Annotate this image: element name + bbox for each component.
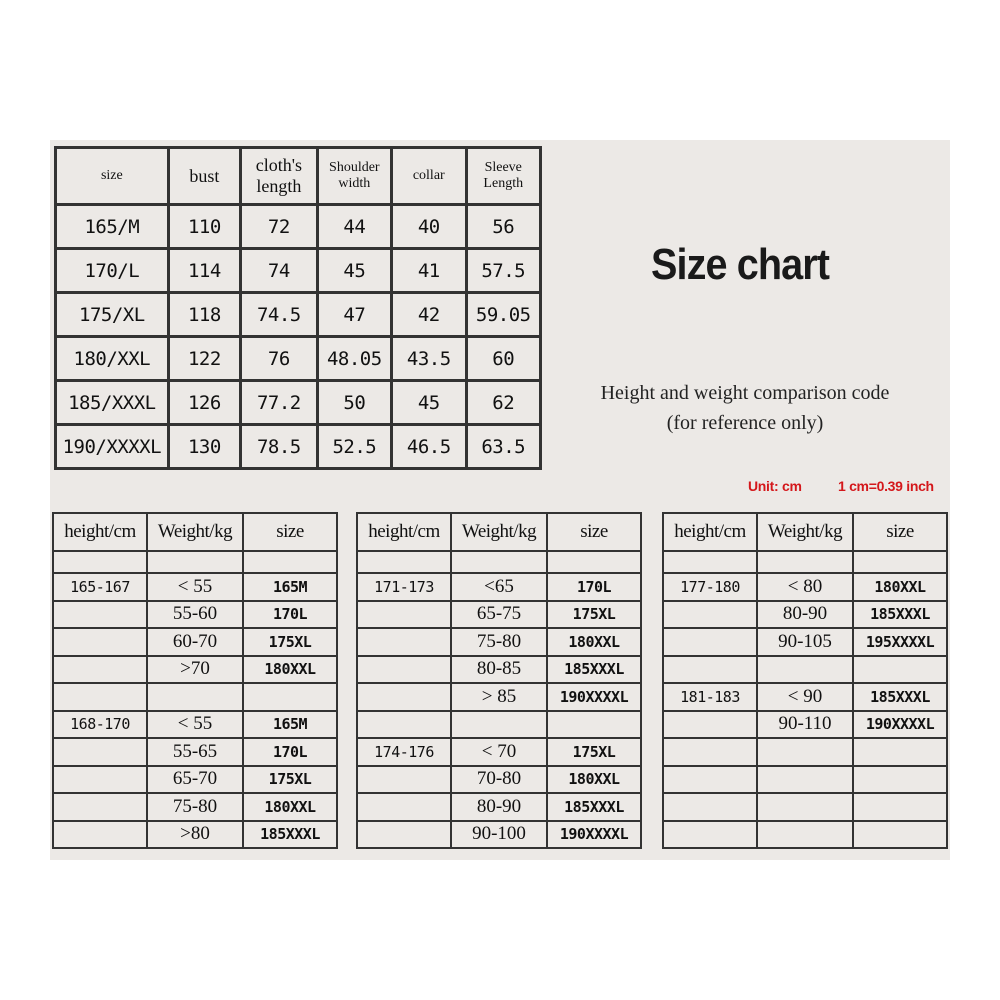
comparison-header-cell: Weight/kg: [147, 513, 243, 551]
size-table-cell: 114: [168, 249, 240, 293]
size-table-cell: 44: [317, 205, 391, 249]
comparison-cell: 170L: [243, 601, 337, 629]
comparison-cell: 190XXXXL: [853, 711, 947, 739]
comparison-cell: < 90: [757, 683, 853, 711]
comparison-cell: [357, 601, 451, 629]
comparison-table-3: [662, 512, 948, 849]
size-table-cell: 180/XXL: [56, 337, 169, 381]
comparison-cell: [663, 766, 757, 794]
comparison-cell: 174-176: [357, 738, 451, 766]
comparison-row: [357, 821, 641, 849]
subtitle-note: (for reference only): [666, 412, 824, 434]
size-table-cell: 47: [317, 293, 391, 337]
comparison-cell: [757, 821, 853, 849]
size-table-cell: 170/L: [56, 249, 169, 293]
comparison-cell: [757, 656, 853, 684]
comparison-cell: 185XXXL: [853, 601, 947, 629]
comparison-row: [663, 821, 947, 849]
size-table-cell: 76: [241, 337, 317, 381]
comparison-cell: [53, 628, 147, 656]
comparison-cell: [853, 656, 947, 684]
size-table-cell: 78.5: [241, 425, 317, 469]
size-table-header-cell: [168, 148, 240, 205]
size-table-header-cell: [56, 148, 169, 205]
size-table-header-cell: [466, 148, 541, 205]
comparison-cell: 55-60: [147, 601, 243, 629]
comparison-header-cell: size: [243, 513, 337, 551]
comparison-cell: [663, 656, 757, 684]
size-table-row: [56, 381, 541, 425]
size-table-row: [56, 337, 541, 381]
comparison-cell: 185XXXL: [243, 821, 337, 849]
comparison-cell: [357, 711, 451, 739]
size-table-header-row: [56, 148, 541, 205]
comparison-header-cell: Weight/kg: [757, 513, 853, 551]
comparison-cell: 180XXL: [853, 573, 947, 601]
comparison-cell: < 55: [147, 573, 243, 601]
header-text: size: [100, 167, 123, 183]
comparison-cell: > 85: [451, 683, 547, 711]
comparison-row: [357, 738, 641, 766]
comparison-empty-cell: [243, 551, 337, 573]
header-text: Sleeve: [484, 159, 522, 175]
size-table-row: [56, 425, 541, 469]
size-table-cell: 40: [392, 205, 466, 249]
header-text: width: [338, 176, 371, 191]
comparison-cell: 180XXL: [547, 628, 641, 656]
comparison-cell: 181-183: [663, 683, 757, 711]
size-table: [54, 146, 542, 470]
comparison-row: [663, 601, 947, 629]
comparison-empty-cell: [547, 551, 641, 573]
comparison-cell: 170L: [547, 573, 641, 601]
size-table-cell: 74: [241, 249, 317, 293]
comparison-cell: 165-167: [53, 573, 147, 601]
size-table-cell: 56: [466, 205, 541, 249]
conversion-note: 1 cm=0.39 inch: [838, 478, 934, 494]
header-text: collar: [412, 167, 445, 183]
comparison-cell: >70: [147, 656, 243, 684]
comparison-cell: 80-85: [451, 656, 547, 684]
comparison-row: [663, 711, 947, 739]
comparison-cell: [757, 793, 853, 821]
comparison-cell: [53, 656, 147, 684]
comparison-cell: [853, 821, 947, 849]
comparison-table-1: [52, 512, 338, 849]
comparison-row: [663, 573, 947, 601]
comparison-cell: 185XXXL: [853, 683, 947, 711]
comparison-cell: 180XXL: [243, 656, 337, 684]
comparison-row: [53, 766, 337, 794]
comparison-cell: <65: [451, 573, 547, 601]
size-table-cell: 62: [466, 381, 541, 425]
comparison-cell: 190XXXXL: [547, 683, 641, 711]
comparison-cell: [357, 821, 451, 849]
comparison-row: [53, 821, 337, 849]
comparison-cell: [757, 766, 853, 794]
comparison-cell: [853, 793, 947, 821]
comparison-row: [663, 766, 947, 794]
comparison-cell: 75-80: [451, 628, 547, 656]
comparison-spacer-row: [663, 551, 947, 573]
comparison-cell: [53, 683, 147, 711]
comparison-cell: 185XXXL: [547, 656, 641, 684]
page-title: Size chart: [650, 240, 830, 289]
comparison-header-cell: size: [547, 513, 641, 551]
comparison-cell: 171-173: [357, 573, 451, 601]
comparison-header-row: [663, 513, 947, 551]
comparison-cell: 90-110: [757, 711, 853, 739]
header-text: bust: [189, 165, 220, 186]
comparison-cell: 90-105: [757, 628, 853, 656]
comparison-empty-cell: [147, 551, 243, 573]
comparison-cell: [853, 738, 947, 766]
size-table-cell: 130: [168, 425, 240, 469]
size-table-cell: 185/XXXL: [56, 381, 169, 425]
comparison-row: [663, 738, 947, 766]
size-table-cell: 45: [317, 249, 391, 293]
size-table-cell: 48.05: [317, 337, 391, 381]
size-table-cell: 118: [168, 293, 240, 337]
comparison-cell: 65-70: [147, 766, 243, 794]
unit-note: Unit: cm: [748, 478, 802, 494]
comparison-row: [357, 711, 641, 739]
comparison-header-cell: height/cm: [53, 513, 147, 551]
comparison-header-cell: size: [853, 513, 947, 551]
comparison-row: [663, 683, 947, 711]
comparison-empty-cell: [663, 551, 757, 573]
comparison-row: [663, 656, 947, 684]
comparison-cell: [663, 601, 757, 629]
header-text: cloth's: [255, 155, 302, 176]
size-table-cell: 45: [392, 381, 466, 425]
comparison-header-row: [53, 513, 337, 551]
size-table-row: [56, 249, 541, 293]
comparison-cell: < 80: [757, 573, 853, 601]
comparison-empty-cell: [53, 551, 147, 573]
size-table-cell: 165/M: [56, 205, 169, 249]
comparison-row: [357, 601, 641, 629]
comparison-cell: >80: [147, 821, 243, 849]
size-table-cell: 122: [168, 337, 240, 381]
comparison-cell: [357, 766, 451, 794]
comparison-cell: < 55: [147, 711, 243, 739]
comparison-row: [357, 628, 641, 656]
comparison-spacer-row: [357, 551, 641, 573]
comparison-cell: 175XL: [547, 738, 641, 766]
size-table-cell: 59.05: [466, 293, 541, 337]
comparison-cell: [147, 683, 243, 711]
comparison-cell: [357, 628, 451, 656]
comparison-cell: 90-100: [451, 821, 547, 849]
comparison-row: [663, 793, 947, 821]
comparison-row: [53, 738, 337, 766]
comparison-table-2: [356, 512, 642, 849]
comparison-cell: 190XXXXL: [547, 821, 641, 849]
comparison-cell: 180XXL: [243, 793, 337, 821]
size-table-cell: 43.5: [392, 337, 466, 381]
comparison-cell: [53, 601, 147, 629]
size-table-cell: 52.5: [317, 425, 391, 469]
comparison-row: [357, 766, 641, 794]
header-text: Length: [483, 176, 524, 191]
comparison-cell: 175XL: [243, 766, 337, 794]
comparison-subtitle: [560, 378, 930, 438]
size-table-cell: 50: [317, 381, 391, 425]
size-table-cell: 41: [392, 249, 466, 293]
comparison-cell: 175XL: [243, 628, 337, 656]
comparison-row: [357, 656, 641, 684]
comparison-cell: [357, 683, 451, 711]
comparison-cell: 165M: [243, 573, 337, 601]
comparison-cell: 165M: [243, 711, 337, 739]
comparison-cell: 175XL: [547, 601, 641, 629]
size-table-cell: 46.5: [392, 425, 466, 469]
size-table-row: [56, 293, 541, 337]
header-text: length: [256, 176, 302, 196]
comparison-cell: [357, 793, 451, 821]
comparison-cell: 80-90: [451, 793, 547, 821]
comparison-row: [663, 628, 947, 656]
comparison-empty-cell: [757, 551, 853, 573]
comparison-cell: [853, 766, 947, 794]
comparison-cell: 70-80: [451, 766, 547, 794]
comparison-cell: [663, 793, 757, 821]
comparison-cell: [547, 711, 641, 739]
comparison-row: [53, 656, 337, 684]
comparison-row: [53, 793, 337, 821]
comparison-cell: [663, 738, 757, 766]
comparison-cell: [663, 821, 757, 849]
size-table-cell: 42: [392, 293, 466, 337]
comparison-header-cell: height/cm: [357, 513, 451, 551]
comparison-header-cell: height/cm: [663, 513, 757, 551]
comparison-header-row: [357, 513, 641, 551]
comparison-cell: [357, 656, 451, 684]
comparison-cell: < 70: [451, 738, 547, 766]
size-table-cell: 175/XL: [56, 293, 169, 337]
comparison-cell: 195XXXXL: [853, 628, 947, 656]
comparison-cell: 55-65: [147, 738, 243, 766]
comparison-empty-cell: [357, 551, 451, 573]
comparison-cell: [663, 711, 757, 739]
comparison-row: [53, 573, 337, 601]
size-table-cell: 63.5: [466, 425, 541, 469]
comparison-row: [357, 573, 641, 601]
header-text: Shoulder: [329, 159, 380, 175]
comparison-cell: [243, 683, 337, 711]
size-table-cell: 190/XXXXL: [56, 425, 169, 469]
size-table-header-cell: [392, 148, 466, 205]
size-table-cell: 57.5: [466, 249, 541, 293]
comparison-cell: 170L: [243, 738, 337, 766]
comparison-row: [53, 683, 337, 711]
comparison-cell: [53, 821, 147, 849]
comparison-cell: [53, 766, 147, 794]
size-table-cell: 126: [168, 381, 240, 425]
size-table-header-cell: [317, 148, 391, 205]
comparison-row: [357, 683, 641, 711]
comparison-cell: [451, 711, 547, 739]
size-table-header-cell: [241, 148, 317, 205]
comparison-empty-cell: [451, 551, 547, 573]
comparison-cell: 180XXL: [547, 766, 641, 794]
comparison-cell: 75-80: [147, 793, 243, 821]
comparison-row: [53, 628, 337, 656]
size-table-cell: 77.2: [241, 381, 317, 425]
comparison-spacer-row: [53, 551, 337, 573]
comparison-cell: [663, 628, 757, 656]
comparison-cell: 80-90: [757, 601, 853, 629]
comparison-cell: [757, 738, 853, 766]
subtitle-line: Height and weight comparison code: [600, 382, 890, 404]
comparison-row: [53, 711, 337, 739]
comparison-cell: [53, 793, 147, 821]
comparison-cell: 168-170: [53, 711, 147, 739]
size-table-row: [56, 205, 541, 249]
comparison-cell: 60-70: [147, 628, 243, 656]
comparison-cell: 185XXXL: [547, 793, 641, 821]
comparison-cell: 65-75: [451, 601, 547, 629]
size-table-cell: 60: [466, 337, 541, 381]
size-table-cell: 110: [168, 205, 240, 249]
comparison-empty-cell: [853, 551, 947, 573]
comparison-header-cell: Weight/kg: [451, 513, 547, 551]
comparison-row: [53, 601, 337, 629]
size-table-cell: 74.5: [241, 293, 317, 337]
comparison-cell: [53, 738, 147, 766]
comparison-cell: 177-180: [663, 573, 757, 601]
size-table-cell: 72: [241, 205, 317, 249]
comparison-row: [357, 793, 641, 821]
